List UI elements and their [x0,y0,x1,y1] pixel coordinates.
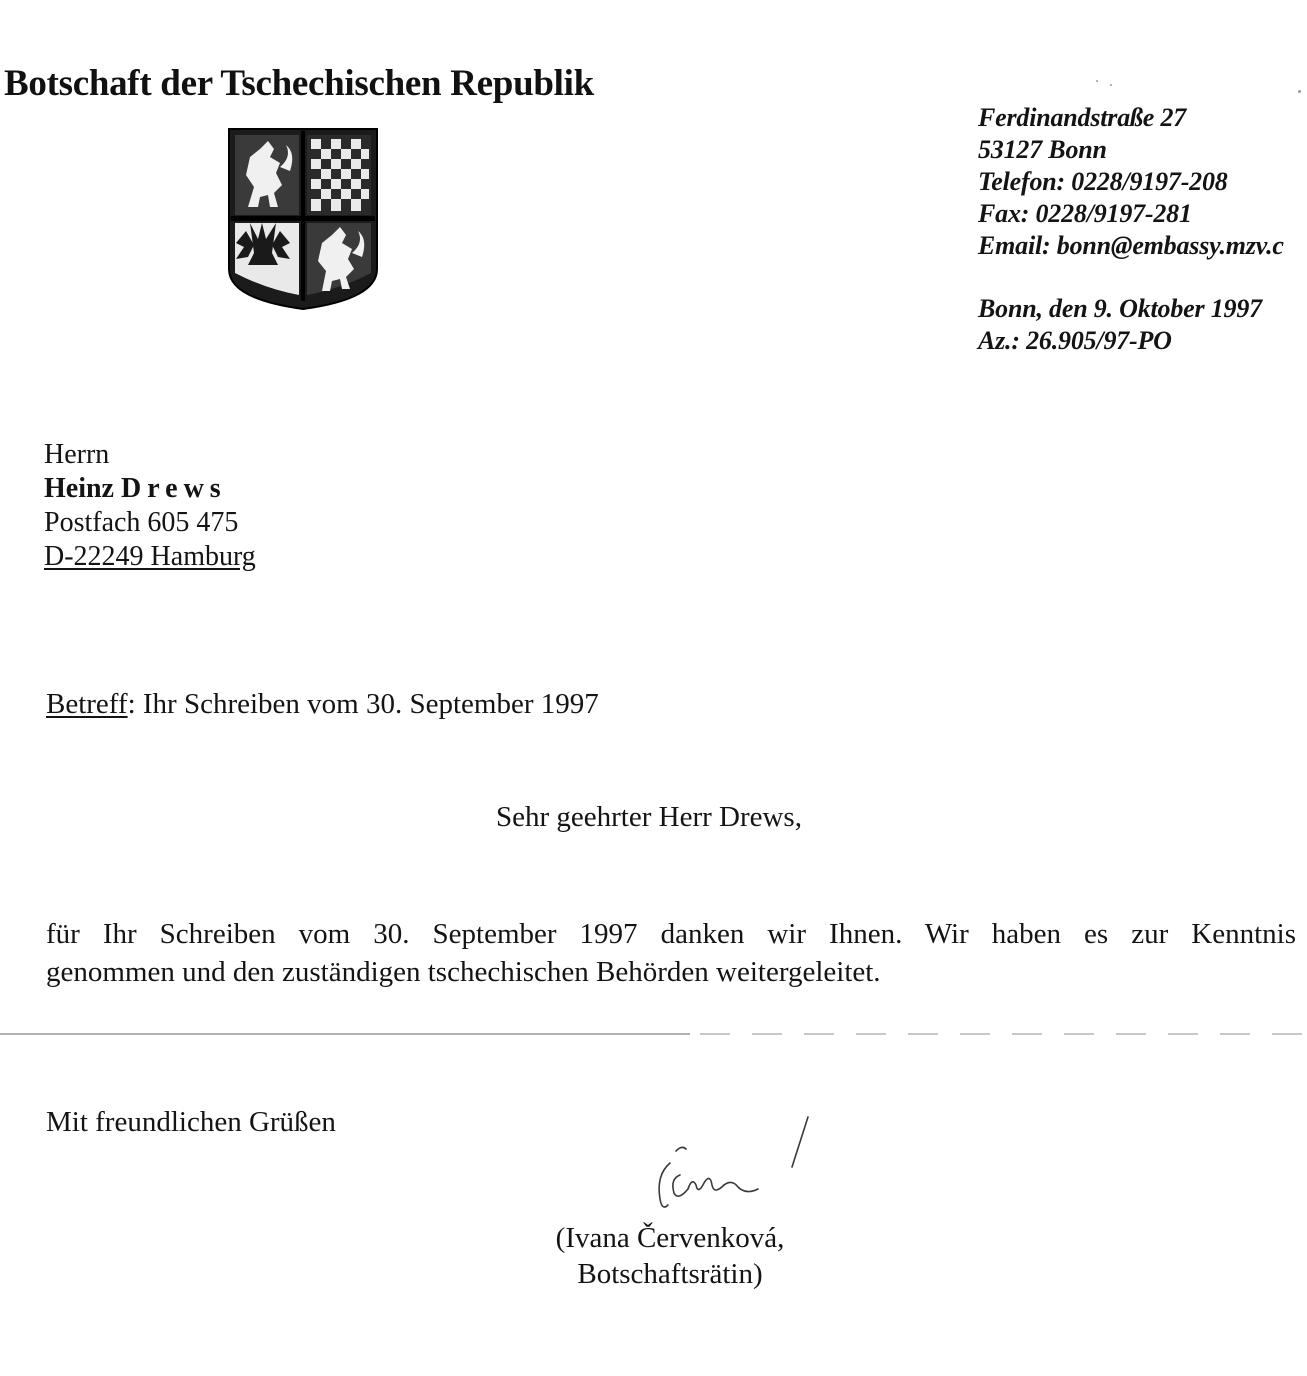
recipient-first-name: Heinz [44,473,121,504]
reference-number: Az.: 26.905/97-PO [978,326,1172,355]
recipient-city: D-22249 Hamburg [44,541,256,572]
signer-name: (Ivana Červenková, [555,1222,785,1254]
recipient-address [44,438,256,574]
recipient-name [44,472,256,506]
signer-block [500,1220,840,1292]
sender-phone: Telefon: 0228/9197-208 [978,167,1228,196]
handwritten-signature-icon [620,1115,820,1225]
letter-date: Bonn, den 9. Oktober 1997 [978,294,1262,323]
subject-label: Betreff [46,688,128,720]
fold-line [0,1032,1307,1036]
czech-coat-of-arms-icon [226,127,380,311]
body-line-2: genommen und den zuständigen tschechischen Behörden weitergeleitet. [46,956,881,988]
closing-phrase: Mit freundlichen Grüßen [46,1106,336,1138]
subject-text: : Ihr Schreiben vom 30. September 1997 [127,688,599,720]
letter-salutation: Sehr geehrter Herr Drews, [496,801,802,833]
recipient-po-box: Postfach 605 475 [44,507,239,538]
subject-line [46,688,599,721]
body-line-1: für Ihr Schreiben vom 30. September 1997 danken wir Ihnen. Wir haben es zur Kenntnis [46,918,1296,950]
recipient-last-name: Drews [121,473,227,504]
scan-speck [1110,84,1112,86]
scan-speck [1298,90,1301,93]
signer-title: Botschaftsrätin) [577,1258,763,1290]
sender-postcode-city: 53127 Bonn [978,135,1107,164]
letterhead-title: Botschaft der Tschechischen Republik [4,63,594,104]
sender-street: Ferdinandstraße 27 [978,103,1187,132]
sender-fax: Fax: 0228/9197-281 [978,199,1192,228]
scan-speck [1096,80,1098,82]
letter-body [46,915,1296,991]
date-reference-block [978,293,1262,357]
sender-email: Email: bonn@embassy.mzv.c [978,231,1284,260]
recipient-salutation: Herrn [44,439,110,470]
sender-address-block [978,102,1284,262]
